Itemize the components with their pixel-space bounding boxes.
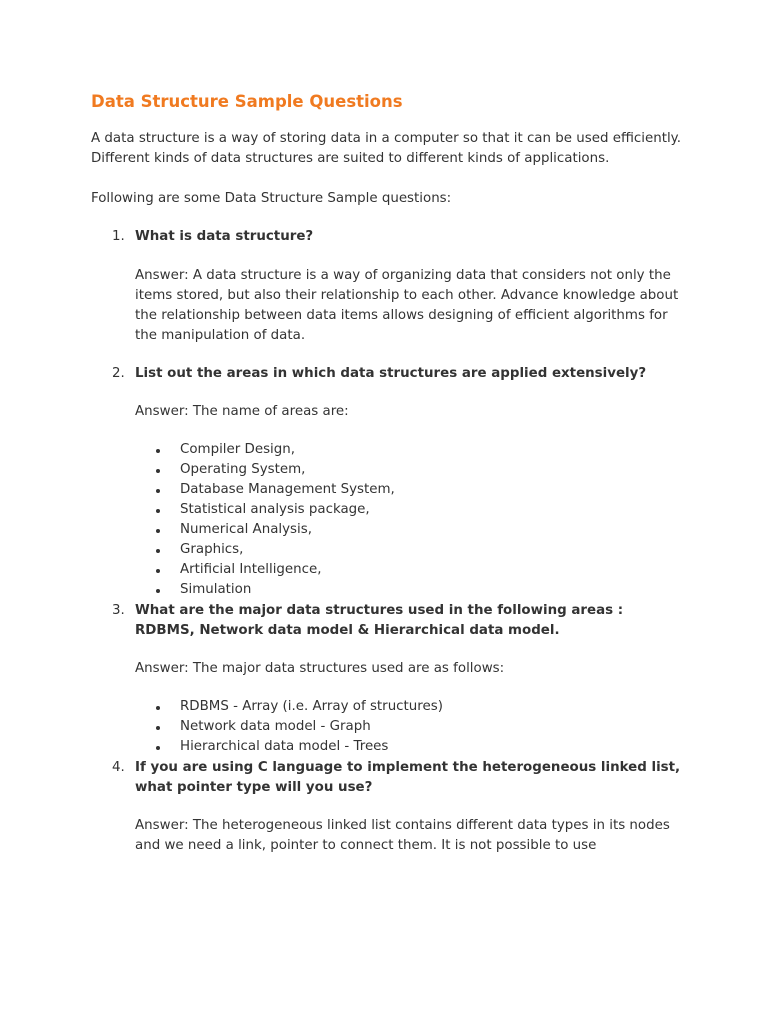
list-item-text: Numerical Analysis, (180, 522, 312, 537)
question-number: 2. (112, 366, 125, 381)
intro-paragraph (91, 129, 681, 169)
question-text: List out the areas in which data structures are applied extensively? (135, 366, 647, 381)
list-item-text: RDBMS - Array (i.e. Array of structures) (180, 699, 443, 714)
question-number: 1. (112, 229, 125, 244)
list-item (135, 560, 681, 580)
bullet-icon (156, 746, 160, 750)
bullet-icon (156, 529, 160, 533)
bullet-icon (156, 706, 160, 710)
bullet-list-wrapper-2 (91, 440, 681, 600)
following-text: Following are some Data Structure Sample questions: (91, 191, 452, 206)
question-text: What is data structure? (135, 229, 314, 244)
bullet-icon (156, 469, 160, 473)
list-item (135, 737, 681, 757)
bullet-list (135, 697, 681, 757)
list-item (135, 480, 681, 500)
list-item (135, 717, 681, 737)
question-text: What are the major data structures used in the following areas : RDBMS, Network data model & Hierarchical data model. (135, 603, 624, 638)
list-item (135, 520, 681, 540)
list-item (135, 540, 681, 560)
list-item (135, 460, 681, 480)
question-item-3 (91, 601, 681, 679)
question-item-1 (91, 227, 681, 346)
document-page (91, 91, 681, 856)
list-item (135, 440, 681, 460)
list-item-text: Database Management System, (180, 482, 395, 497)
bullet-icon (156, 449, 160, 453)
list-item-text: Simulation (180, 582, 252, 597)
question-item-4 (91, 758, 681, 856)
list-item-text: Compiler Design, (180, 442, 296, 457)
answer-text: Answer: A data structure is a way of organizing data that considers not only the items stored, but also their relationship to each other. Advance knowledge about the relationship between data items allows designing of efficient algorithms for the manipulation of data. (135, 268, 679, 343)
bullet-list-wrapper-3 (91, 697, 681, 757)
list-item-text: Network data model - Graph (180, 719, 371, 734)
bullet-icon (156, 589, 160, 593)
question-number: 4. (112, 760, 125, 775)
list-item-text: Artificial Intelligence, (180, 562, 322, 577)
list-item (135, 697, 681, 717)
intro-line-1: A data structure is a way of storing data in a computer so that it can be used efficiently. (91, 131, 681, 146)
list-item-text: Operating System, (180, 462, 306, 477)
intro-line-2: Different kinds of data structures are suited to different kinds of applications. (91, 151, 610, 166)
list-item-text: Graphics, (180, 542, 244, 557)
answer-text: Answer: The name of areas are: (135, 404, 349, 419)
bullet-icon (156, 489, 160, 493)
list-item-text: Hierarchical data model - Trees (180, 739, 389, 754)
answer-text: Answer: The major data structures used are as follows: (135, 661, 505, 676)
question-text: If you are using C language to implement the heterogeneous linked list, what pointer type will you use? (135, 760, 681, 795)
answer-text: Answer: The heterogeneous linked list contains different data types in its nodes and we need a link, pointer to connect them. It is not possible to use (135, 818, 670, 853)
question-number: 3. (112, 603, 125, 618)
page-title: Data Structure Sample Questions (91, 92, 403, 111)
list-item (135, 580, 681, 600)
bullet-icon (156, 569, 160, 573)
bullet-icon (156, 509, 160, 513)
bullet-list (135, 440, 681, 600)
bullet-icon (156, 549, 160, 553)
bullet-icon (156, 726, 160, 730)
question-list (91, 227, 681, 856)
question-item-2 (91, 364, 681, 422)
list-item-text: Statistical analysis package, (180, 502, 370, 517)
list-item (135, 500, 681, 520)
